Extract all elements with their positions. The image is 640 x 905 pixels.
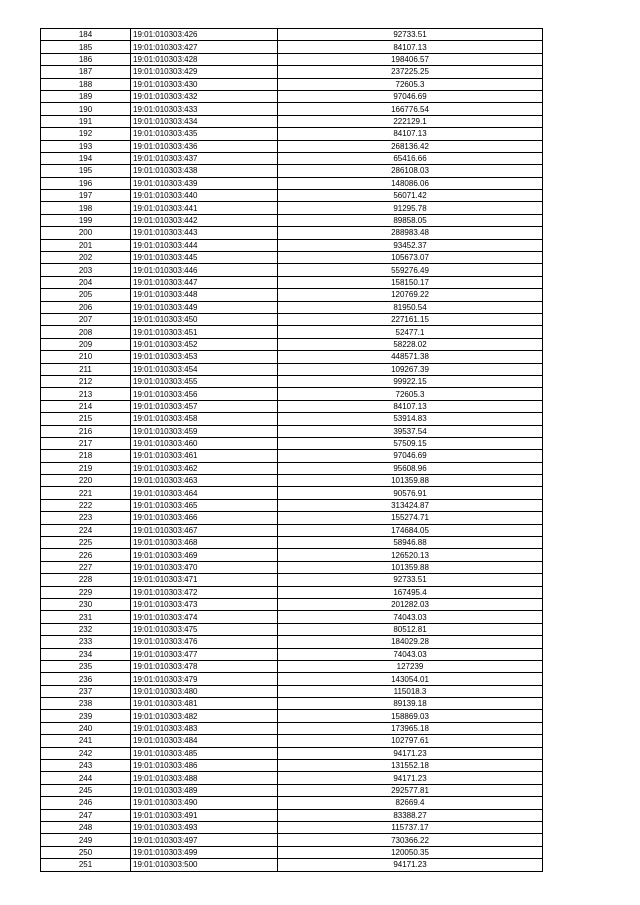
table-row: [41, 313, 543, 325]
cadastral-number-cell: 19:01:010303:446: [131, 264, 278, 276]
table-row: [41, 264, 543, 276]
value-cell: 292577.81: [278, 784, 543, 796]
row-number-cell: 209: [41, 338, 131, 350]
cadastral-number-cell: 19:01:010303:440: [131, 190, 278, 202]
row-number-cell: 247: [41, 809, 131, 821]
row-number-cell: 208: [41, 326, 131, 338]
row-number-cell: 200: [41, 227, 131, 239]
table-row: [41, 400, 543, 412]
value-cell: 174684.05: [278, 524, 543, 536]
row-number-cell: 237: [41, 685, 131, 697]
row-number-cell: 193: [41, 140, 131, 152]
value-cell: 58946.88: [278, 537, 543, 549]
row-number-cell: 249: [41, 834, 131, 846]
cadastral-number-cell: 19:01:010303:490: [131, 797, 278, 809]
row-number-cell: 213: [41, 388, 131, 400]
cadastral-number-cell: 19:01:010303:468: [131, 537, 278, 549]
table-row: [41, 475, 543, 487]
table-row: [41, 784, 543, 796]
row-number-cell: 250: [41, 846, 131, 858]
table-row: [41, 512, 543, 524]
table-row: [41, 561, 543, 573]
value-cell: 313424.87: [278, 499, 543, 511]
value-cell: 222129.1: [278, 115, 543, 127]
value-cell: 102797.61: [278, 735, 543, 747]
row-number-cell: 231: [41, 611, 131, 623]
cadastral-number-cell: 19:01:010303:436: [131, 140, 278, 152]
table-row: [41, 450, 543, 462]
cadastral-number-cell: 19:01:010303:442: [131, 214, 278, 226]
row-number-cell: 198: [41, 202, 131, 214]
cadastral-number-cell: 19:01:010303:455: [131, 375, 278, 387]
cadastral-number-cell: 19:01:010303:497: [131, 834, 278, 846]
row-number-cell: 221: [41, 487, 131, 499]
value-cell: 72605.3: [278, 78, 543, 90]
cadastral-number-cell: 19:01:010303:428: [131, 53, 278, 65]
value-cell: 237225.25: [278, 66, 543, 78]
cadastral-number-cell: 19:01:010303:493: [131, 822, 278, 834]
cadastral-number-cell: 19:01:010303:439: [131, 177, 278, 189]
cadastral-number-cell: 19:01:010303:480: [131, 685, 278, 697]
value-cell: 57509.15: [278, 437, 543, 449]
row-number-cell: 189: [41, 90, 131, 102]
table-row: [41, 289, 543, 301]
table-row: [41, 90, 543, 102]
table-row: [41, 772, 543, 784]
cadastral-number-cell: 19:01:010303:482: [131, 710, 278, 722]
cadastral-number-cell: 19:01:010303:499: [131, 846, 278, 858]
cadastral-number-cell: 19:01:010303:486: [131, 760, 278, 772]
row-number-cell: 207: [41, 313, 131, 325]
cadastral-number-cell: 19:01:010303:457: [131, 400, 278, 412]
cadastral-number-cell: 19:01:010303:489: [131, 784, 278, 796]
row-number-cell: 194: [41, 152, 131, 164]
cadastral-number-cell: 19:01:010303:451: [131, 326, 278, 338]
value-cell: 158869.03: [278, 710, 543, 722]
table-row: [41, 66, 543, 78]
value-cell: 120769.22: [278, 289, 543, 301]
cadastral-number-cell: 19:01:010303:472: [131, 586, 278, 598]
value-cell: 127239: [278, 660, 543, 672]
cadastral-number-cell: 19:01:010303:461: [131, 450, 278, 462]
cadastral-number-cell: 19:01:010303:448: [131, 289, 278, 301]
row-number-cell: 197: [41, 190, 131, 202]
cadastral-number-cell: 19:01:010303:485: [131, 747, 278, 759]
value-cell: 89858.05: [278, 214, 543, 226]
value-cell: 101359.88: [278, 561, 543, 573]
row-number-cell: 219: [41, 462, 131, 474]
table-row: [41, 326, 543, 338]
cadastral-number-cell: 19:01:010303:453: [131, 351, 278, 363]
value-cell: 52477.1: [278, 326, 543, 338]
row-number-cell: 188: [41, 78, 131, 90]
cadastral-number-cell: 19:01:010303:435: [131, 128, 278, 140]
table-row: [41, 165, 543, 177]
row-number-cell: 204: [41, 276, 131, 288]
value-cell: 227161.15: [278, 313, 543, 325]
value-cell: 53914.83: [278, 413, 543, 425]
cadastral-number-cell: 19:01:010303:475: [131, 623, 278, 635]
value-cell: 80512.81: [278, 623, 543, 635]
cadastral-number-cell: 19:01:010303:432: [131, 90, 278, 102]
row-number-cell: 228: [41, 574, 131, 586]
value-cell: 97046.69: [278, 90, 543, 102]
value-cell: 109267.39: [278, 363, 543, 375]
cadastral-number-cell: 19:01:010303:483: [131, 722, 278, 734]
table-row: [41, 846, 543, 858]
cadastral-number-cell: 19:01:010303:447: [131, 276, 278, 288]
table-row: [41, 722, 543, 734]
value-cell: 82669.4: [278, 797, 543, 809]
value-cell: 94171.23: [278, 859, 543, 871]
value-cell: 730366.22: [278, 834, 543, 846]
row-number-cell: 185: [41, 41, 131, 53]
cadastral-number-cell: 19:01:010303:469: [131, 549, 278, 561]
row-number-cell: 248: [41, 822, 131, 834]
table-row: [41, 301, 543, 313]
cadastral-number-cell: 19:01:010303:473: [131, 598, 278, 610]
value-cell: 448571.38: [278, 351, 543, 363]
table-row: [41, 735, 543, 747]
row-number-cell: 226: [41, 549, 131, 561]
table-row: [41, 239, 543, 251]
cadastral-number-cell: 19:01:010303:470: [131, 561, 278, 573]
table-row: [41, 276, 543, 288]
row-number-cell: 244: [41, 772, 131, 784]
cadastral-number-cell: 19:01:010303:500: [131, 859, 278, 871]
value-cell: 94171.23: [278, 747, 543, 759]
row-number-cell: 184: [41, 29, 131, 41]
value-cell: 148086.06: [278, 177, 543, 189]
value-cell: 56071.42: [278, 190, 543, 202]
row-number-cell: 246: [41, 797, 131, 809]
value-cell: 84107.13: [278, 128, 543, 140]
value-cell: 97046.69: [278, 450, 543, 462]
table-row: [41, 537, 543, 549]
value-cell: 268136.42: [278, 140, 543, 152]
value-cell: 93452.37: [278, 239, 543, 251]
row-number-cell: 225: [41, 537, 131, 549]
row-number-cell: 211: [41, 363, 131, 375]
cadastral-number-cell: 19:01:010303:458: [131, 413, 278, 425]
row-number-cell: 190: [41, 103, 131, 115]
table-row: [41, 190, 543, 202]
value-cell: 559276.49: [278, 264, 543, 276]
table-row: [41, 487, 543, 499]
cadastral-number-cell: 19:01:010303:450: [131, 313, 278, 325]
value-cell: 115737.17: [278, 822, 543, 834]
table-row: [41, 822, 543, 834]
value-cell: 143054.01: [278, 673, 543, 685]
table-row: [41, 363, 543, 375]
row-number-cell: 232: [41, 623, 131, 635]
table-row: [41, 140, 543, 152]
row-number-cell: 238: [41, 698, 131, 710]
table-row: [41, 598, 543, 610]
value-cell: 288983.48: [278, 227, 543, 239]
value-cell: 184029.28: [278, 636, 543, 648]
parcel-table: [40, 28, 543, 872]
value-cell: 84107.13: [278, 400, 543, 412]
table-row: [41, 636, 543, 648]
row-number-cell: 186: [41, 53, 131, 65]
value-cell: 99922.15: [278, 375, 543, 387]
row-number-cell: 235: [41, 660, 131, 672]
table-row: [41, 834, 543, 846]
value-cell: 95608.96: [278, 462, 543, 474]
table-row: [41, 623, 543, 635]
value-cell: 91295.78: [278, 202, 543, 214]
row-number-cell: 245: [41, 784, 131, 796]
row-number-cell: 201: [41, 239, 131, 251]
cadastral-number-cell: 19:01:010303:430: [131, 78, 278, 90]
value-cell: 74043.03: [278, 611, 543, 623]
row-number-cell: 196: [41, 177, 131, 189]
row-number-cell: 240: [41, 722, 131, 734]
value-cell: 131552.18: [278, 760, 543, 772]
cadastral-number-cell: 19:01:010303:491: [131, 809, 278, 821]
table-row: [41, 29, 543, 41]
table-row: [41, 797, 543, 809]
table-row: [41, 437, 543, 449]
cadastral-number-cell: 19:01:010303:476: [131, 636, 278, 648]
row-number-cell: 220: [41, 475, 131, 487]
cadastral-number-cell: 19:01:010303:478: [131, 660, 278, 672]
row-number-cell: 191: [41, 115, 131, 127]
table-row: [41, 78, 543, 90]
table-row: [41, 524, 543, 536]
table-row: [41, 462, 543, 474]
value-cell: 120050.35: [278, 846, 543, 858]
table-row: [41, 252, 543, 264]
table-row: [41, 388, 543, 400]
value-cell: 58228.02: [278, 338, 543, 350]
table-row: [41, 375, 543, 387]
cadastral-number-cell: 19:01:010303:452: [131, 338, 278, 350]
row-number-cell: 222: [41, 499, 131, 511]
value-cell: 90576.91: [278, 487, 543, 499]
table-row: [41, 53, 543, 65]
table-row: [41, 710, 543, 722]
parcel-table-body: [41, 29, 543, 872]
table-row: [41, 549, 543, 561]
table-row: [41, 859, 543, 871]
row-number-cell: 195: [41, 165, 131, 177]
cadastral-number-cell: 19:01:010303:466: [131, 512, 278, 524]
value-cell: 173965.18: [278, 722, 543, 734]
table-row: [41, 660, 543, 672]
cadastral-number-cell: 19:01:010303:459: [131, 425, 278, 437]
cadastral-number-cell: 19:01:010303:438: [131, 165, 278, 177]
table-row: [41, 413, 543, 425]
row-number-cell: 251: [41, 859, 131, 871]
table-row: [41, 103, 543, 115]
cadastral-number-cell: 19:01:010303:465: [131, 499, 278, 511]
table-row: [41, 152, 543, 164]
value-cell: 115018.3: [278, 685, 543, 697]
value-cell: 198406.57: [278, 53, 543, 65]
value-cell: 126520.13: [278, 549, 543, 561]
table-row: [41, 809, 543, 821]
value-cell: 74043.03: [278, 648, 543, 660]
cadastral-number-cell: 19:01:010303:464: [131, 487, 278, 499]
row-number-cell: 217: [41, 437, 131, 449]
cadastral-number-cell: 19:01:010303:477: [131, 648, 278, 660]
row-number-cell: 192: [41, 128, 131, 140]
cadastral-number-cell: 19:01:010303:460: [131, 437, 278, 449]
table-row: [41, 648, 543, 660]
cadastral-number-cell: 19:01:010303:479: [131, 673, 278, 685]
table-row: [41, 586, 543, 598]
row-number-cell: 223: [41, 512, 131, 524]
table-row: [41, 338, 543, 350]
value-cell: 105673.07: [278, 252, 543, 264]
row-number-cell: 239: [41, 710, 131, 722]
row-number-cell: 227: [41, 561, 131, 573]
table-row: [41, 673, 543, 685]
cadastral-number-cell: 19:01:010303:484: [131, 735, 278, 747]
table-row: [41, 202, 543, 214]
cadastral-number-cell: 19:01:010303:481: [131, 698, 278, 710]
value-cell: 94171.23: [278, 772, 543, 784]
value-cell: 158150.17: [278, 276, 543, 288]
cadastral-number-cell: 19:01:010303:444: [131, 239, 278, 251]
cadastral-number-cell: 19:01:010303:443: [131, 227, 278, 239]
row-number-cell: 218: [41, 450, 131, 462]
table-row: [41, 41, 543, 53]
table-row: [41, 685, 543, 697]
row-number-cell: 187: [41, 66, 131, 78]
cadastral-number-cell: 19:01:010303:427: [131, 41, 278, 53]
table-row: [41, 574, 543, 586]
row-number-cell: 233: [41, 636, 131, 648]
row-number-cell: 236: [41, 673, 131, 685]
value-cell: 39537.54: [278, 425, 543, 437]
row-number-cell: 202: [41, 252, 131, 264]
row-number-cell: 229: [41, 586, 131, 598]
cadastral-number-cell: 19:01:010303:488: [131, 772, 278, 784]
cadastral-number-cell: 19:01:010303:441: [131, 202, 278, 214]
row-number-cell: 206: [41, 301, 131, 313]
value-cell: 65416.66: [278, 152, 543, 164]
cadastral-number-cell: 19:01:010303:463: [131, 475, 278, 487]
table-row: [41, 115, 543, 127]
row-number-cell: 230: [41, 598, 131, 610]
value-cell: 155274.71: [278, 512, 543, 524]
value-cell: 84107.13: [278, 41, 543, 53]
table-row: [41, 177, 543, 189]
cadastral-number-cell: 19:01:010303:449: [131, 301, 278, 313]
row-number-cell: 203: [41, 264, 131, 276]
row-number-cell: 242: [41, 747, 131, 759]
table-row: [41, 499, 543, 511]
value-cell: 89139.18: [278, 698, 543, 710]
row-number-cell: 214: [41, 400, 131, 412]
cadastral-number-cell: 19:01:010303:433: [131, 103, 278, 115]
row-number-cell: 241: [41, 735, 131, 747]
cadastral-number-cell: 19:01:010303:426: [131, 29, 278, 41]
cadastral-number-cell: 19:01:010303:471: [131, 574, 278, 586]
table-row: [41, 214, 543, 226]
value-cell: 72605.3: [278, 388, 543, 400]
table-row: [41, 227, 543, 239]
cadastral-number-cell: 19:01:010303:462: [131, 462, 278, 474]
table-row: [41, 611, 543, 623]
table-row: [41, 698, 543, 710]
table-row: [41, 351, 543, 363]
row-number-cell: 243: [41, 760, 131, 772]
row-number-cell: 224: [41, 524, 131, 536]
row-number-cell: 216: [41, 425, 131, 437]
row-number-cell: 215: [41, 413, 131, 425]
cadastral-number-cell: 19:01:010303:467: [131, 524, 278, 536]
cadastral-number-cell: 19:01:010303:437: [131, 152, 278, 164]
table-row: [41, 760, 543, 772]
table-row: [41, 747, 543, 759]
value-cell: 286108.03: [278, 165, 543, 177]
cadastral-number-cell: 19:01:010303:445: [131, 252, 278, 264]
row-number-cell: 212: [41, 375, 131, 387]
value-cell: 83388.27: [278, 809, 543, 821]
row-number-cell: 234: [41, 648, 131, 660]
row-number-cell: 210: [41, 351, 131, 363]
cadastral-number-cell: 19:01:010303:429: [131, 66, 278, 78]
cadastral-number-cell: 19:01:010303:434: [131, 115, 278, 127]
value-cell: 167495.4: [278, 586, 543, 598]
value-cell: 166776.54: [278, 103, 543, 115]
cadastral-number-cell: 19:01:010303:456: [131, 388, 278, 400]
table-row: [41, 425, 543, 437]
cadastral-number-cell: 19:01:010303:454: [131, 363, 278, 375]
value-cell: 101359.88: [278, 475, 543, 487]
value-cell: 201282.03: [278, 598, 543, 610]
table-row: [41, 128, 543, 140]
row-number-cell: 199: [41, 214, 131, 226]
cadastral-number-cell: 19:01:010303:474: [131, 611, 278, 623]
value-cell: 81950.54: [278, 301, 543, 313]
row-number-cell: 205: [41, 289, 131, 301]
value-cell: 92733.51: [278, 29, 543, 41]
value-cell: 92733.51: [278, 574, 543, 586]
